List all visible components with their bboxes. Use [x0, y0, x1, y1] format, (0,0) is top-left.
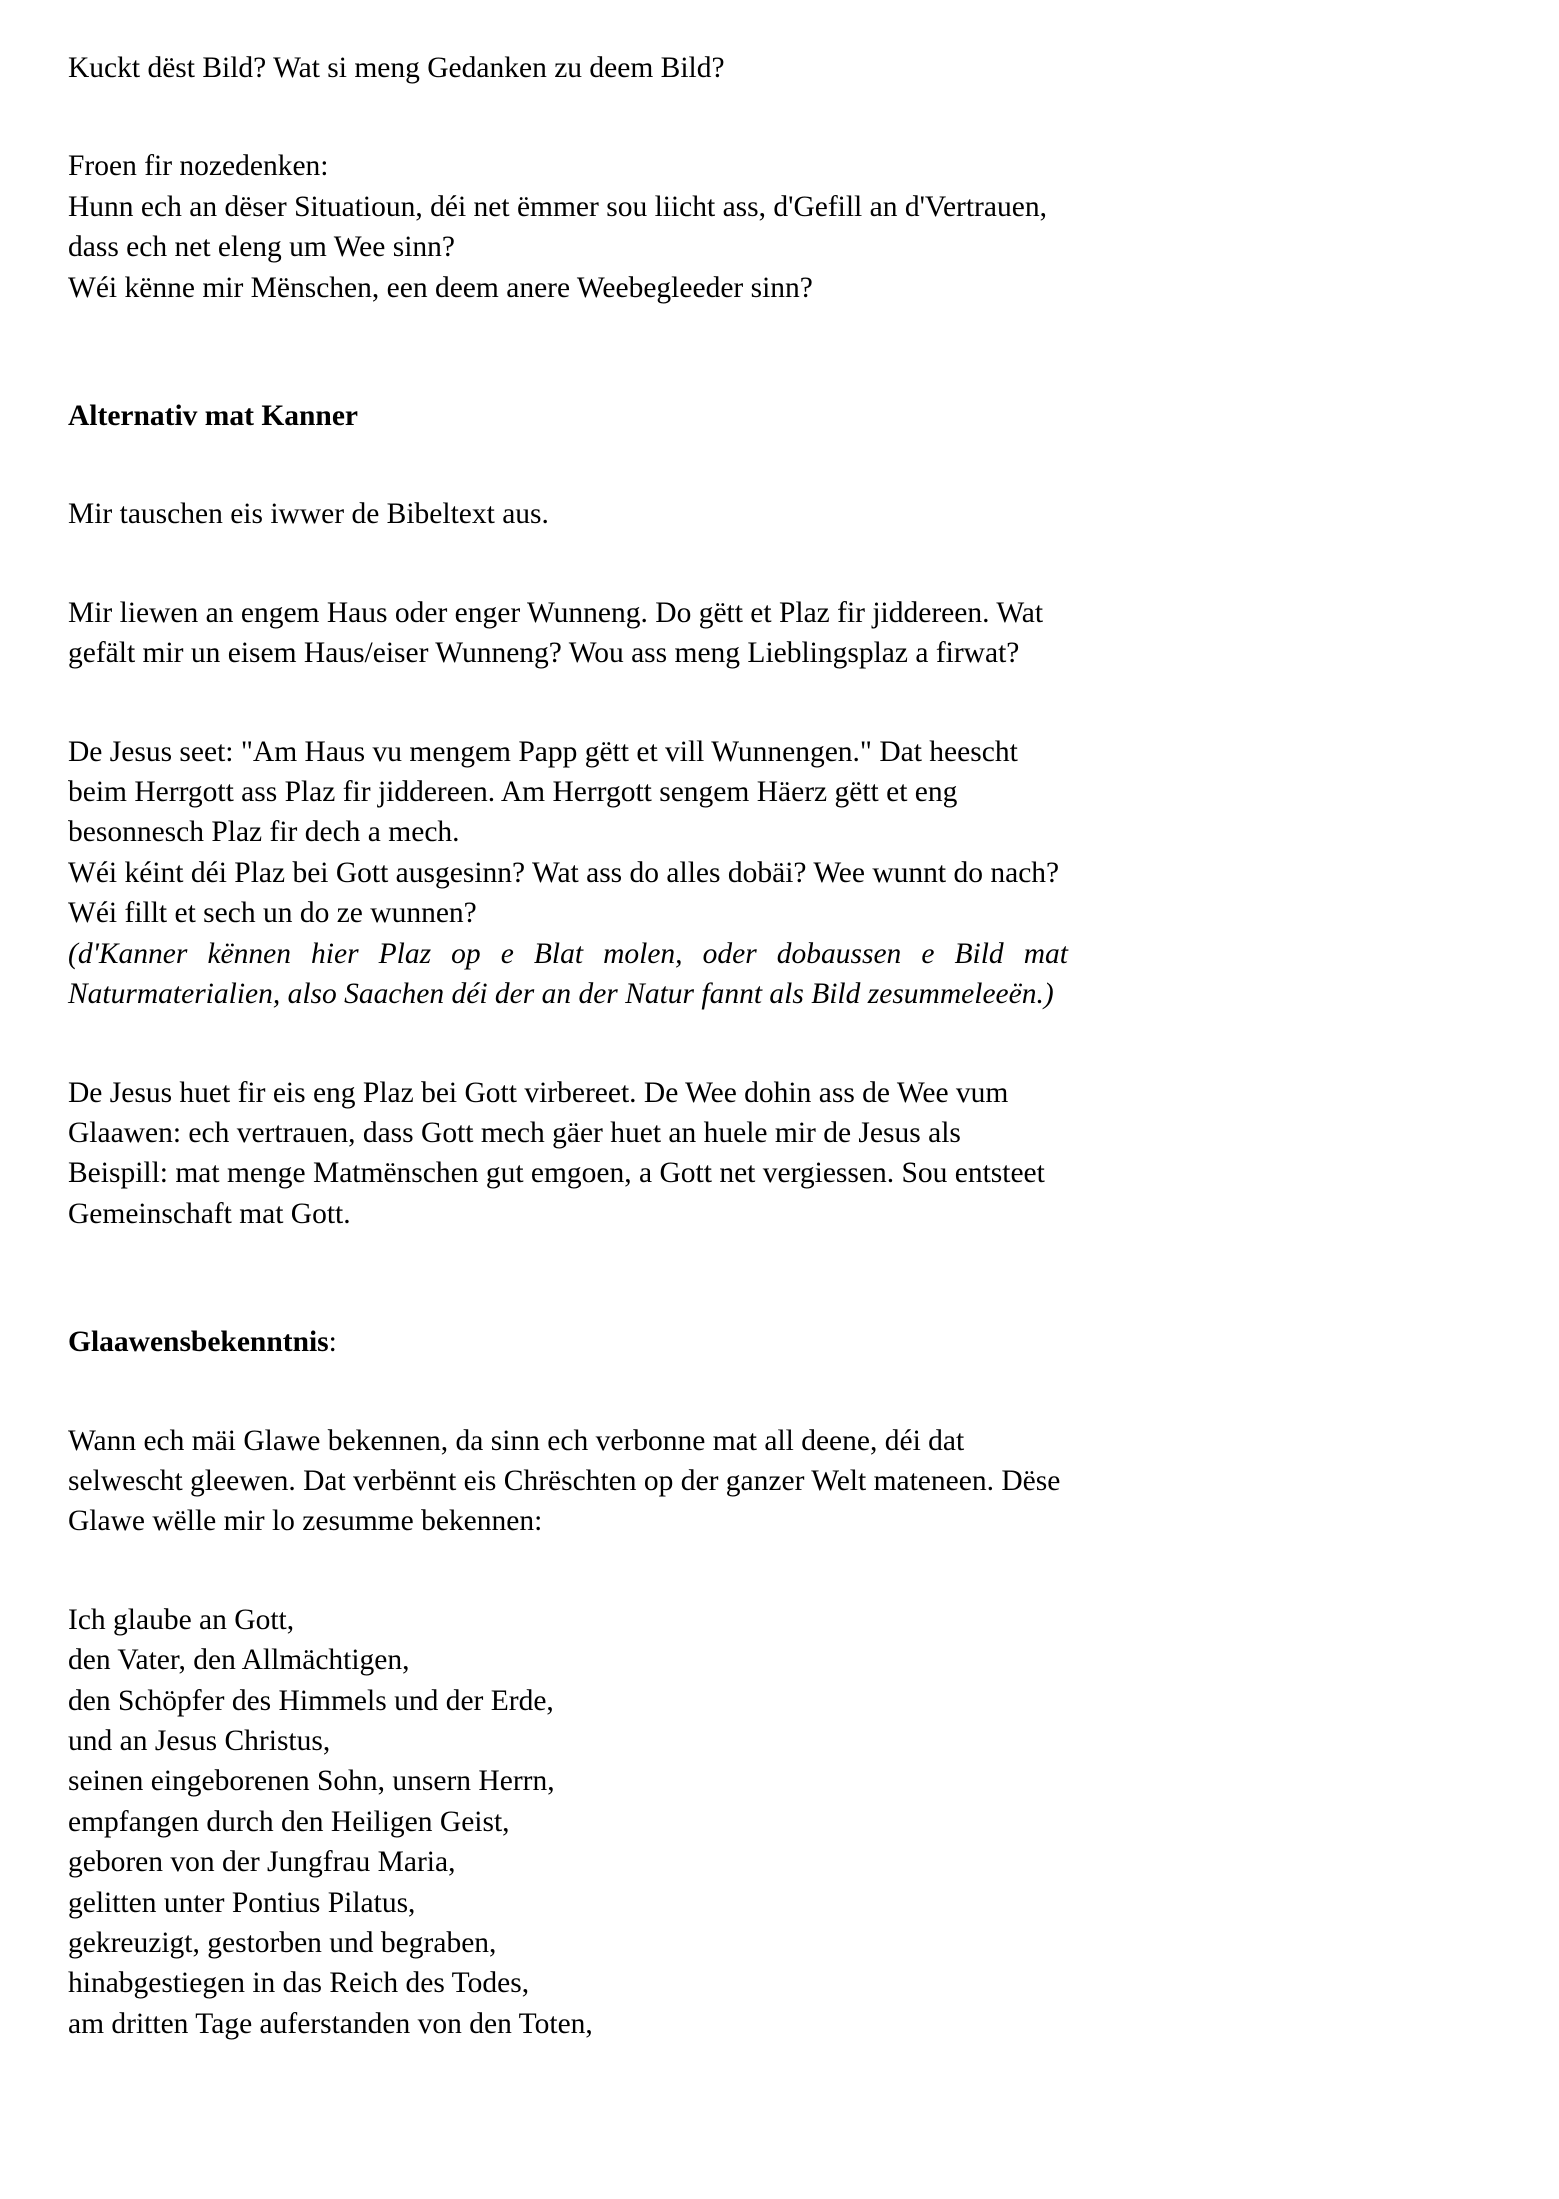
- spacer: [68, 88, 1489, 146]
- creed-intro-paragraph: Wann ech mäi Glawe bekennen, da sinn ech verbonne mat all deene, déi dat selwescht gleewen. Dat verbënnt eis Chrëschten op der ganzer Welt mateneen. Dëse Glawe wëlle mir lo zesumme bekennen:: [68, 1424, 1061, 1538]
- spacer: [68, 1015, 1489, 1073]
- jesus-paragraph-2: Wéi kéint déi Plaz bei Gott ausgesinn? Wat ass do alles dobäi? Wee wunnt do nach? Wéi fillt et sech un do ze wunnen?: [68, 856, 1060, 930]
- spacer: [68, 674, 1489, 732]
- creed-line: hinabgestiegen in das Reich des Todes,: [68, 1967, 530, 2000]
- spacer: [68, 436, 1489, 494]
- reflection-line-2: dass ech net eleng um Wee sinn?: [68, 231, 456, 264]
- spacer: [68, 1542, 1489, 1600]
- kanner-note-paragraph: (d'Kanner kënnen hier Plaz op e Blat molen, oder dobaussen e Bild mat Naturmaterialien, also Saachen déi der an der Natur fannt als Bild zesummeleeën.): [68, 937, 1068, 1011]
- creed-heading-colon: :: [328, 1326, 337, 1359]
- creed-line: den Vater, den Allmächtigen,: [68, 1644, 410, 1677]
- creed-section-heading: [68, 1322, 1068, 1362]
- creed-line: gekreuzigt, gestorben und begraben,: [68, 1927, 497, 1959]
- spacer: [68, 308, 1489, 396]
- creed-line: seinen eingeborenen Sohn, unsern Herrn,: [68, 1765, 555, 1798]
- house-paragraph: Mir liewen an engem Haus oder enger Wunneng. Do gëtt et Plaz fir jiddereen. Wat gefält mir un eisem Haus/eiser Wunneng? Wou ass meng Lieblingsplaz a firwat?: [68, 596, 1044, 670]
- creed-line: und an Jesus Christus,: [68, 1724, 331, 1757]
- closing-paragraph: De Jesus huet fir eis eng Plaz bei Gott virbereet. De Wee dohin ass de Wee vum Glaawen: ech vertrauen, dass Gott mech gäer huet an huele mir de Jesus als Beispill: mat menge Matmënschen gut emgoen, a Gott net vergiessen. Sou entsteet Gemeinschaft mat Gott.: [68, 1076, 1045, 1230]
- alternative-intro-paragraph: Mir tauschen eis iwwer de Bibeltext aus.: [68, 498, 549, 531]
- spacer: [68, 1234, 1489, 1322]
- alternative-section-heading: Alternativ mat Kanner: [68, 400, 359, 433]
- reflection-heading: Froen fir nozedenken:: [68, 150, 329, 183]
- spacer: [68, 535, 1489, 593]
- creed-line: geboren von der Jungfrau Maria,: [68, 1846, 456, 1879]
- creed-line: am dritten Tage auferstanden von den Toten,: [68, 2007, 593, 2040]
- reflection-line-1: Hunn ech an dëser Situatioun, déi net ëmmer sou liicht ass, d'Gefill an d'Vertrauen,: [68, 190, 1047, 223]
- creed-heading-text: Glaawensbekenntnis: [68, 1326, 329, 1359]
- jesus-paragraph-1: De Jesus seet: "Am Haus vu mengem Papp gëtt et vill Wunnengen." Dat heescht beim Herrgott ass Plaz fir jiddereen. Am Herrgott sengem Häerz gëtt et eng besonnesch Plaz fir dech a mech.: [68, 735, 1018, 849]
- reflection-block: [68, 146, 1068, 308]
- creed-line: gelitten unter Pontius Pilatus,: [68, 1886, 416, 1919]
- reflection-line-3: Wéi kënne mir Mënschen, een deem anere Weebegleeder sinn?: [68, 271, 813, 304]
- creed-line: empfangen durch den Heiligen Geist,: [68, 1805, 510, 1838]
- creed-line: Ich glaube an Gott,: [68, 1603, 295, 1636]
- intro-question-line: Kuckt dëst Bild? Wat si meng Gedanken zu deem Bild?: [68, 52, 725, 84]
- creed-lines-block: [68, 1600, 1489, 2044]
- creed-line: den Schöpfer des Himmels und der Erde,: [68, 1684, 554, 1717]
- spacer: [68, 1363, 1489, 1421]
